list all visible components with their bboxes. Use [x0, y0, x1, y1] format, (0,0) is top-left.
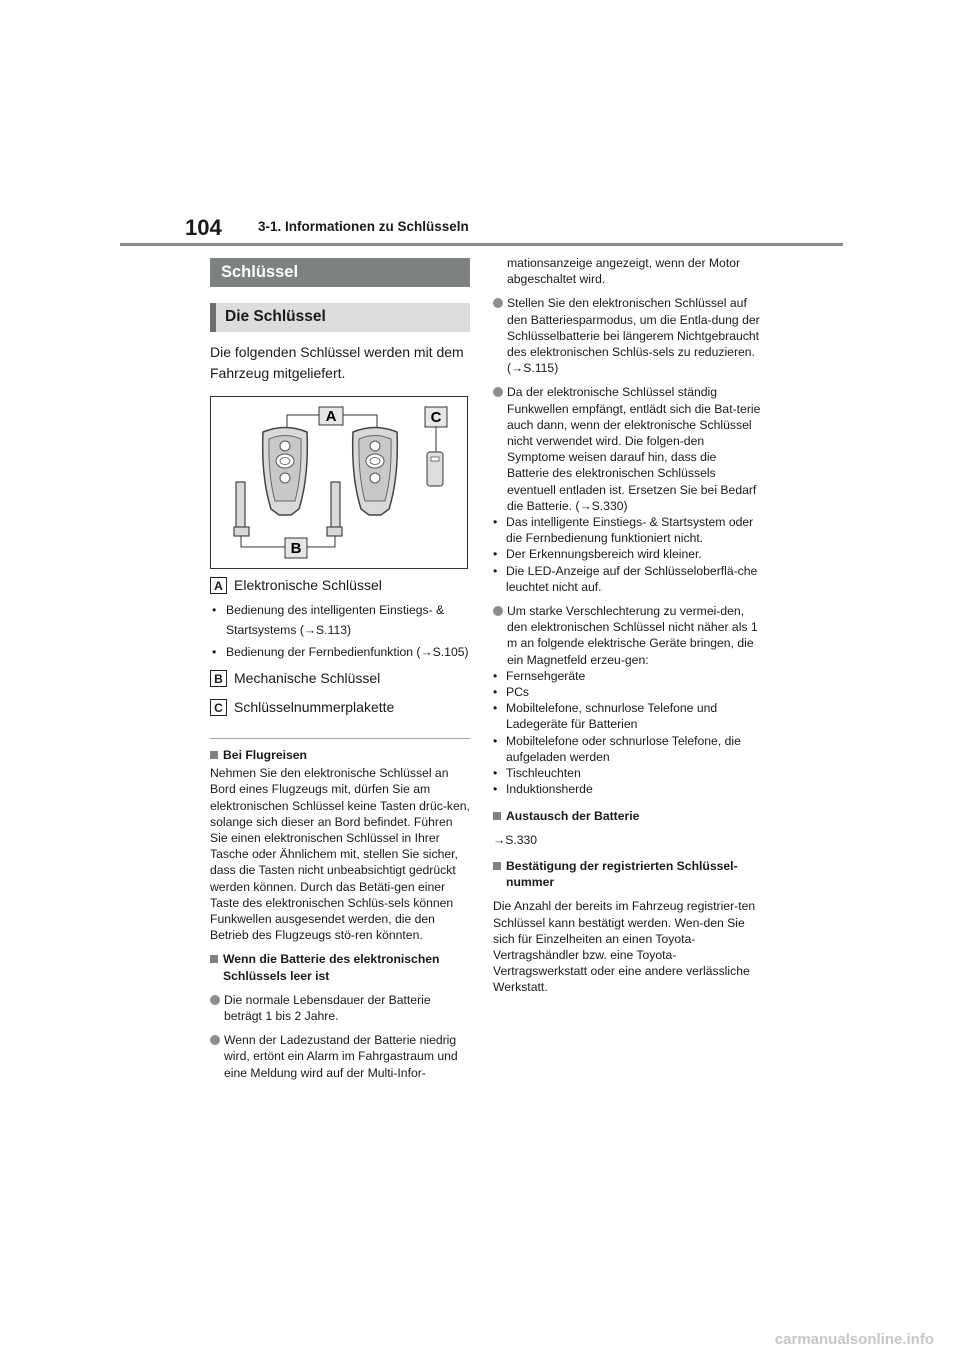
continuation-text: mationsanzeige angezeigt, wenn der Motor abgeschaltet wird. — [507, 256, 741, 287]
list-item: • Der Erkennungsbereich wird kleiner. — [493, 547, 702, 562]
battery-empty-heading-text: Wenn die Batterie des elektronischen Schlüssels leer ist — [223, 952, 440, 983]
legend-b-text: Mechanische Schlüssel — [234, 670, 381, 687]
circle-bullet-icon — [210, 995, 220, 1005]
list-item — [493, 295, 761, 376]
device-text: Fernsehgeräte — [506, 668, 586, 683]
divider — [210, 738, 470, 739]
list-item: • Das intelligente Einstiegs- & Startsystem oder die Fernbedienung funktioniert nicht. — [493, 515, 754, 546]
page-number: 104 — [185, 215, 222, 240]
right-column — [493, 255, 761, 996]
legend-a-text: Elektronische Schlüssel — [234, 577, 382, 594]
square-bullet-icon — [210, 955, 218, 963]
item-text: Wenn der Ladezustand der Batterie niedrig wird, ertönt ein Alarm im Fahrgastraum und eine Meldung wird auf der Multi-Infor- — [224, 1033, 458, 1080]
label-c: C — [430, 409, 442, 426]
circle-bullet-icon — [493, 298, 503, 308]
subsection-bar-title: Die Schlüssel — [225, 308, 326, 326]
symptom-list — [493, 514, 761, 595]
legend-b-letter: B — [210, 670, 227, 687]
confirm-heading — [493, 858, 761, 890]
list-item — [493, 603, 761, 668]
section-bar-title: Schlüssel — [221, 263, 299, 282]
section-title: 3-1. Informationen zu Schlüsseln — [258, 219, 469, 234]
replace-heading-text: Austausch der Batterie — [506, 808, 640, 823]
bullet-text: Bedienung der Fernbedienfunktion (→S.105) — [226, 645, 469, 659]
circle-bullet-icon — [493, 387, 503, 397]
mechanical-key-2 — [327, 482, 342, 536]
list-item: • Bedienung der Fernbedienfunktion (→S.105) — [212, 645, 469, 659]
list-item: • Bedienung des intelligenten Einstiegs- & Startsystems (→S.113) — [212, 603, 445, 637]
subsection-bar — [210, 303, 470, 332]
item-text: Stellen Sie den elektronischen Schlüssel auf den Batteriesparmodus, um die Entla-dung der Schlüsselbatterie bei längerem Nichtgebraucht des elektronischen Schlüs-sels zu reduzieren. (→S.115) — [507, 296, 760, 376]
flight-text: Nehmen Sie den elektronische Schlüssel an Bord eines Flugzeugs mit, dürfen Sie am elektronischen Schlüssel keine Tasten drüc-ken, solange sich dieser an Bord befindet. Führen Sie einen elektronischen Schlüssel in Ihrer Tasche oder Ähnlichem mit, stellen Sie sicher, dass die Tasten nicht unbeabsichtigt gedrückt werden können. Durch das Betäti-gen einer Taste des elektronischen Schlüs-sels können Funkwellen ausgesendet werden, die den Betrieb des Flugzeugs stö-ren könnten. — [210, 766, 470, 943]
symptom-text: Die LED-Anzeige auf der Schlüsseloberflä-che leuchtet nicht auf. — [506, 563, 758, 594]
legend-c-text: Schlüsselnummerplakette — [234, 699, 395, 716]
list-item — [210, 992, 470, 1024]
electronic-key-1 — [263, 428, 308, 516]
label-b: B — [290, 540, 302, 557]
left-column — [210, 258, 470, 1081]
replace-reference: →S.330 — [493, 832, 538, 847]
device-text: Mobiltelefone oder schnurlose Telefone, die aufgeladen werden — [506, 733, 741, 764]
list-item: • Mobiltelefone oder schnurlose Telefone, die aufgeladen werden — [493, 733, 741, 764]
circle-bullet-icon — [210, 1035, 220, 1045]
header-rule — [120, 243, 843, 246]
watermark: carmanualsonline.info — [774, 1331, 934, 1348]
list-item: • Tischleuchten — [493, 766, 581, 781]
square-bullet-icon — [210, 751, 218, 759]
flight-heading — [210, 747, 470, 763]
legend-a-letter: A — [210, 577, 227, 594]
replace-heading — [493, 808, 761, 824]
item-text: Die normale Lebensdauer der Batterie beträgt 1 bis 2 Jahre. — [224, 992, 431, 1024]
battery-empty-heading — [210, 951, 470, 983]
item-text: Da der elektronische Schlüssel ständig Funkwellen empfängt, entlädt sich die Bat-terie auch dann, wenn der elektronische Schlüssel nicht verwendet wird. Die folgen-den Symptome weisen darauf hin, dass die Batterie des elektronischen Schlüssels eventuell entladen ist. Ersetzen Sie bei Bedarf die Batterie. (→S.330) — [507, 385, 761, 513]
device-list — [493, 668, 761, 798]
device-text: PCs — [506, 685, 530, 700]
symptom-text: Das intelligente Einstiegs- & Startsystem oder die Fernbedienung funktioniert nicht. — [506, 515, 754, 546]
circle-bullet-icon — [493, 606, 503, 616]
electronic-key-2 — [353, 428, 398, 516]
label-a: A — [325, 408, 337, 425]
list-item: • Mobiltelefone, schnurlose Telefone und Ladegeräte für Batterien — [493, 701, 718, 732]
list-item: • Die LED-Anzeige auf der Schlüsseloberflä-che leuchtet nicht auf. — [493, 563, 758, 594]
a-bullet-list — [210, 600, 470, 662]
section-bar — [210, 258, 470, 287]
list-item — [210, 1032, 470, 1081]
keys-figure — [210, 396, 468, 569]
legend-c — [210, 699, 470, 716]
legend-a — [210, 577, 470, 594]
device-text: Tischleuchten — [506, 766, 581, 781]
device-text: Induktionsherde — [506, 782, 593, 797]
legend-c-letter: C — [210, 699, 227, 716]
keys-illustration — [211, 397, 467, 568]
list-item: • PCs — [493, 685, 530, 700]
list-item: • Induktionsherde — [493, 782, 593, 797]
intro-text: Die folgenden Schlüssel werden mit dem Fahrzeug mitgeliefert. — [210, 344, 464, 381]
mechanical-key-1 — [234, 482, 249, 536]
flight-heading-text: Bei Flugreisen — [223, 748, 307, 762]
confirm-heading-text: Bestätigung der registrierten Schlüssel-nummer — [506, 858, 738, 890]
confirm-text: Die Anzahl der bereits im Fahrzeug registrier-ten Schlüssel kann bestätigt werden. Wen-den Sie sich für Einzelheiten an einen Toyota-Vertragshändler bzw. eine Toyota-Vertragswerkstatt oder eine andere verlässliche Werkstatt. — [493, 899, 756, 995]
square-bullet-icon — [493, 862, 501, 870]
square-bullet-icon — [493, 812, 501, 820]
item-text: Um starke Verschlechterung zu vermei-den, den elektronischen Schlüssel nicht näher als 1 m an folgende elektrische Geräte bringen, die ein Magnetfeld erzeu-gen: — [507, 604, 758, 667]
legend-b — [210, 670, 470, 687]
list-item: • Fernsehgeräte — [493, 668, 586, 683]
list-item — [493, 384, 761, 514]
symptom-text: Der Erkennungsbereich wird kleiner. — [506, 547, 702, 562]
device-text: Mobiltelefone, schnurlose Telefone und Ladegeräte für Batterien — [506, 701, 718, 732]
bullet-text: Bedienung des intelligenten Einstiegs- & Startsystems (→S.113) — [226, 603, 445, 637]
